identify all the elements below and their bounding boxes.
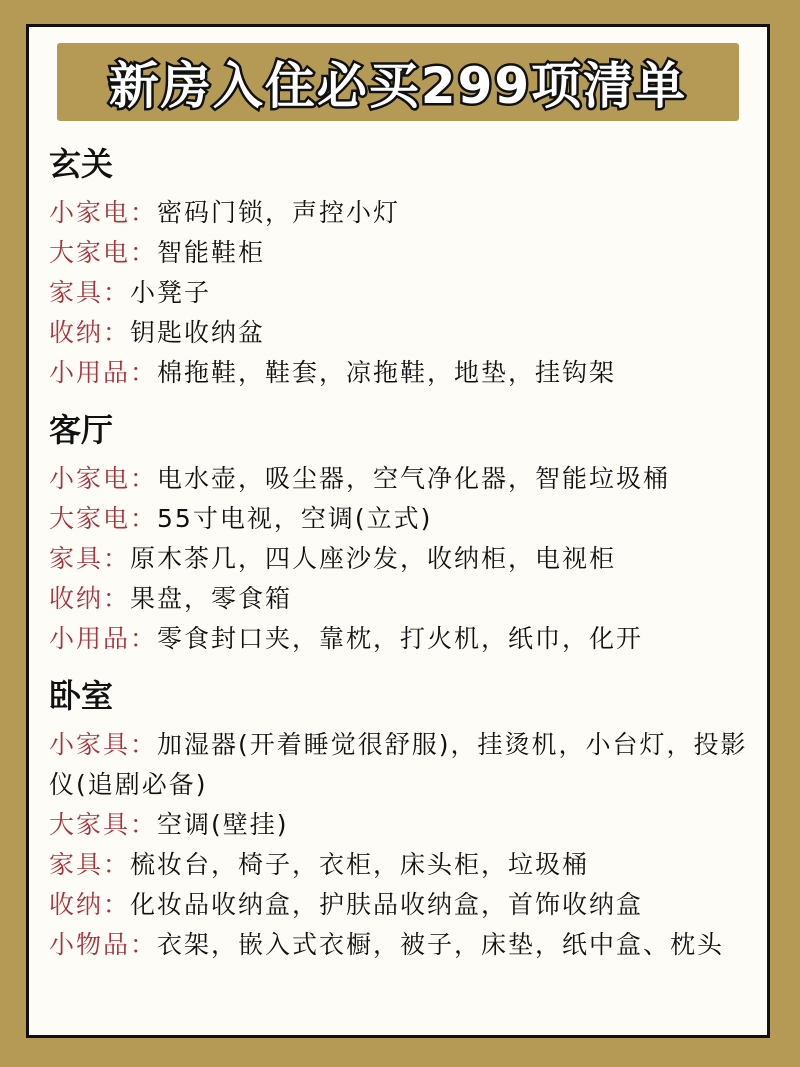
category-items: 电水壶，吸尘器，空气净化器，智能垃圾桶 — [157, 464, 671, 493]
category-label: 收纳： — [49, 318, 131, 347]
category-label: 小用品： — [49, 358, 158, 387]
category-label: 家具： — [49, 278, 131, 307]
category-label: 小家电： — [49, 464, 158, 493]
category-items: 衣架，嵌入式衣橱，被子，床垫，纸中盒、枕头 — [157, 930, 725, 959]
category-label: 家具： — [49, 544, 131, 573]
list-item — [49, 193, 754, 233]
list-item — [49, 353, 754, 393]
checklist-content — [49, 133, 754, 965]
category-items: 空调(壁挂) — [157, 810, 289, 839]
category-items: 零食封口夹，靠枕，打火机，纸巾，化开 — [157, 624, 644, 653]
list-item — [49, 539, 754, 579]
section-heading: 卧室 — [49, 677, 114, 715]
section-living-room — [49, 407, 754, 659]
list-item — [49, 925, 754, 965]
category-items: 密码门锁，声控小灯 — [157, 198, 401, 227]
list-item — [49, 313, 754, 353]
category-items: 果盘，零食箱 — [130, 584, 293, 613]
category-label: 小家电： — [49, 198, 158, 227]
list-item — [49, 233, 754, 273]
category-items: 智能鞋柜 — [157, 238, 266, 267]
category-label: 家具： — [49, 850, 131, 879]
list-item — [49, 885, 754, 925]
category-label: 收纳： — [49, 584, 131, 613]
category-label: 小家具： — [49, 730, 158, 759]
list-item — [49, 725, 754, 805]
list-item — [49, 579, 754, 619]
list-item — [49, 273, 754, 313]
category-items: 梳妆台，椅子，衣柜，床头柜，垃圾桶 — [130, 850, 590, 879]
list-item — [49, 845, 754, 885]
category-label: 小用品： — [49, 624, 158, 653]
section-heading: 玄关 — [49, 145, 114, 183]
list-item — [49, 619, 754, 659]
category-items: 小凳子 — [130, 278, 212, 307]
checklist-card — [26, 24, 770, 1038]
category-items: 原木茶几，四人座沙发，收纳柜，电视柜 — [130, 544, 617, 573]
category-label: 收纳： — [49, 890, 131, 919]
category-label: 大家电： — [49, 504, 158, 533]
section-entrance — [49, 141, 754, 393]
title-banner — [57, 43, 739, 121]
category-items: 化妆品收纳盒，护肤品收纳盒，首饰收纳盒 — [130, 890, 644, 919]
page-title: 新房入住必买299项清单 — [108, 57, 688, 115]
category-items: 钥匙收纳盆 — [130, 318, 266, 347]
category-label: 小物品： — [49, 930, 158, 959]
list-item — [49, 805, 754, 845]
category-label: 大家具： — [49, 810, 158, 839]
list-item — [49, 459, 754, 499]
list-item — [49, 499, 754, 539]
category-items: 55寸电视，空调(立式) — [157, 504, 433, 533]
category-label: 大家电： — [49, 238, 158, 267]
category-items: 加湿器(开着睡觉很舒服)，挂烫机，小台灯，投影仪(追剧必备) — [49, 730, 748, 799]
section-bedroom — [49, 673, 754, 965]
section-heading: 客厅 — [49, 411, 114, 449]
category-items: 棉拖鞋，鞋套，凉拖鞋，地垫，挂钩架 — [157, 358, 617, 387]
